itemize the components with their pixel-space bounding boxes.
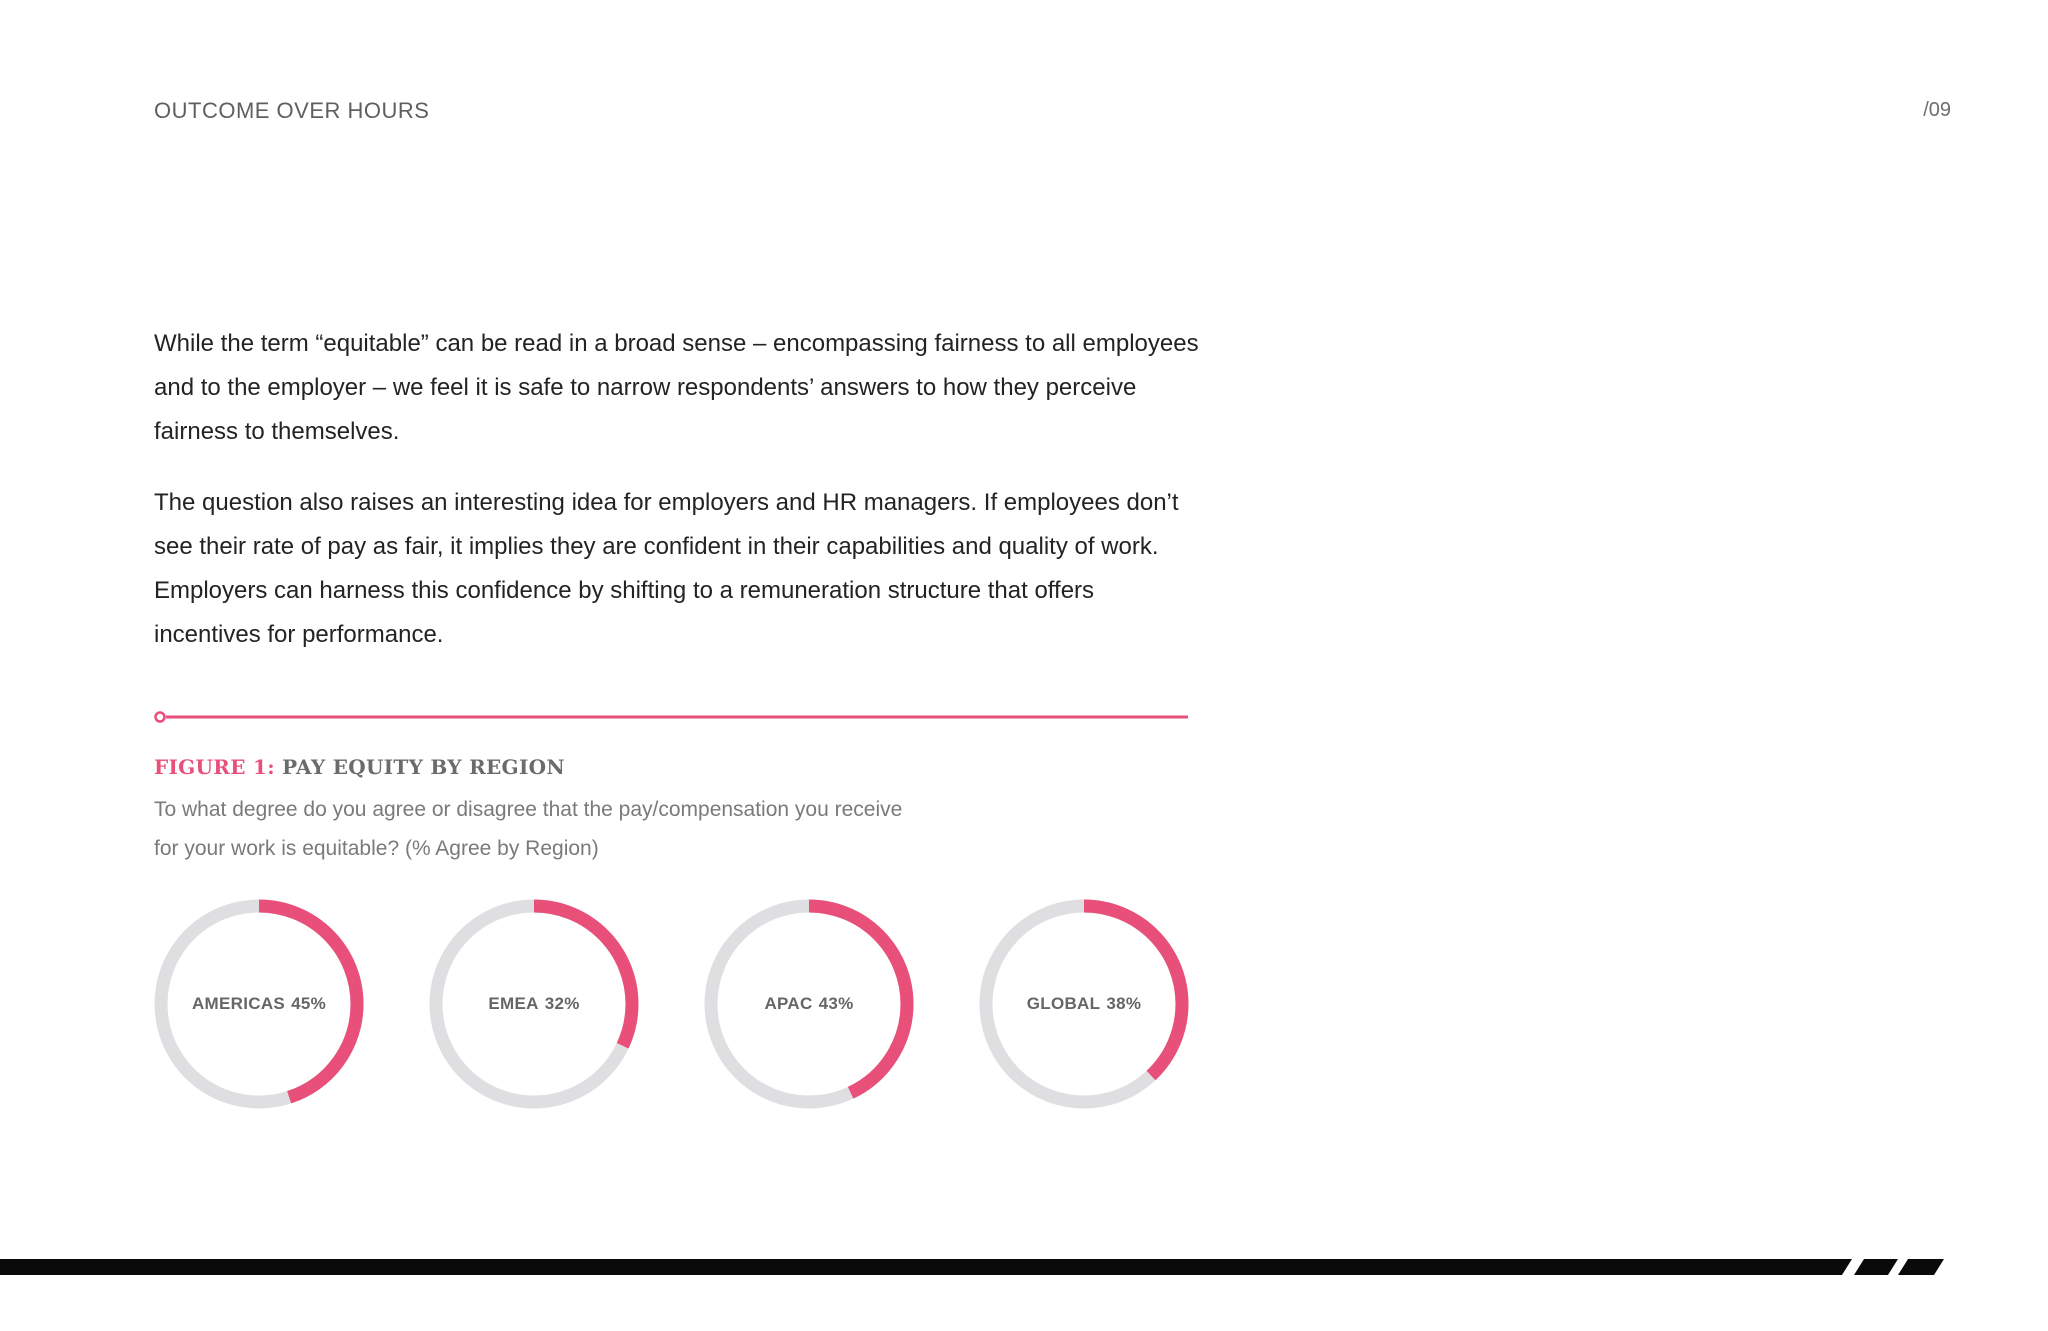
page-number: /09: [1923, 99, 1951, 121]
donut-americas: [148, 893, 370, 1115]
figure-divider: [154, 710, 1188, 724]
donut-category-apac: APAC: [764, 994, 813, 1013]
section-title: OUTCOME OVER HOURS: [154, 98, 430, 123]
body-text: [154, 322, 1199, 684]
donut-label-americas: [148, 893, 370, 1115]
figure-number: FIGURE 1:: [154, 755, 275, 779]
donut-value-emea: 32%: [544, 994, 580, 1013]
donut-label-global: [973, 893, 1195, 1115]
donut-apac: [698, 893, 920, 1115]
donut-category-emea: EMEA: [488, 994, 539, 1013]
figure-title: PAY EQUITY BY REGION: [282, 755, 565, 779]
donut-value-global: 38%: [1106, 994, 1142, 1013]
donut-label-emea: [423, 893, 645, 1115]
donut-value-apac: 43%: [818, 994, 854, 1013]
paragraph-2: The question also raises an interesting idea for employers and HR managers. If employees don’t see their rate of pay as fair, it implies they are confident in their capabilities and quality of work. Employers can harness this confidence by shifting to a remuneration structure that offers incentives for performance.: [154, 489, 1179, 648]
bottom-bar: [0, 1255, 1950, 1275]
donut-emea: [423, 893, 645, 1115]
donut-charts: [148, 893, 1198, 1115]
figure-subtitle: To what degree do you agree or disagree that the pay/compensation you receive for your work is equitable? (% Agree by Region): [154, 798, 903, 860]
bottom-bar-stripe: [0, 1259, 1852, 1275]
donut-value-americas: 45%: [291, 994, 326, 1013]
paragraph-1: While the term “equitable” can be read in a broad sense – encompassing fairness to all employees and to the employer – we feel it is safe to narrow respondents’ answers to how they perceive fairness to themselves.: [154, 330, 1199, 445]
bottom-bar-slash-2: [1898, 1259, 1944, 1275]
figure-caption: [154, 755, 565, 779]
donut-category-americas: AMERICAS: [191, 994, 286, 1013]
bottom-bar-slash-1: [1854, 1259, 1898, 1275]
donut-global: [973, 893, 1195, 1115]
donut-label-apac: [698, 893, 920, 1115]
donut-category-global: GLOBAL: [1026, 994, 1101, 1013]
divider-dot: [156, 713, 165, 722]
